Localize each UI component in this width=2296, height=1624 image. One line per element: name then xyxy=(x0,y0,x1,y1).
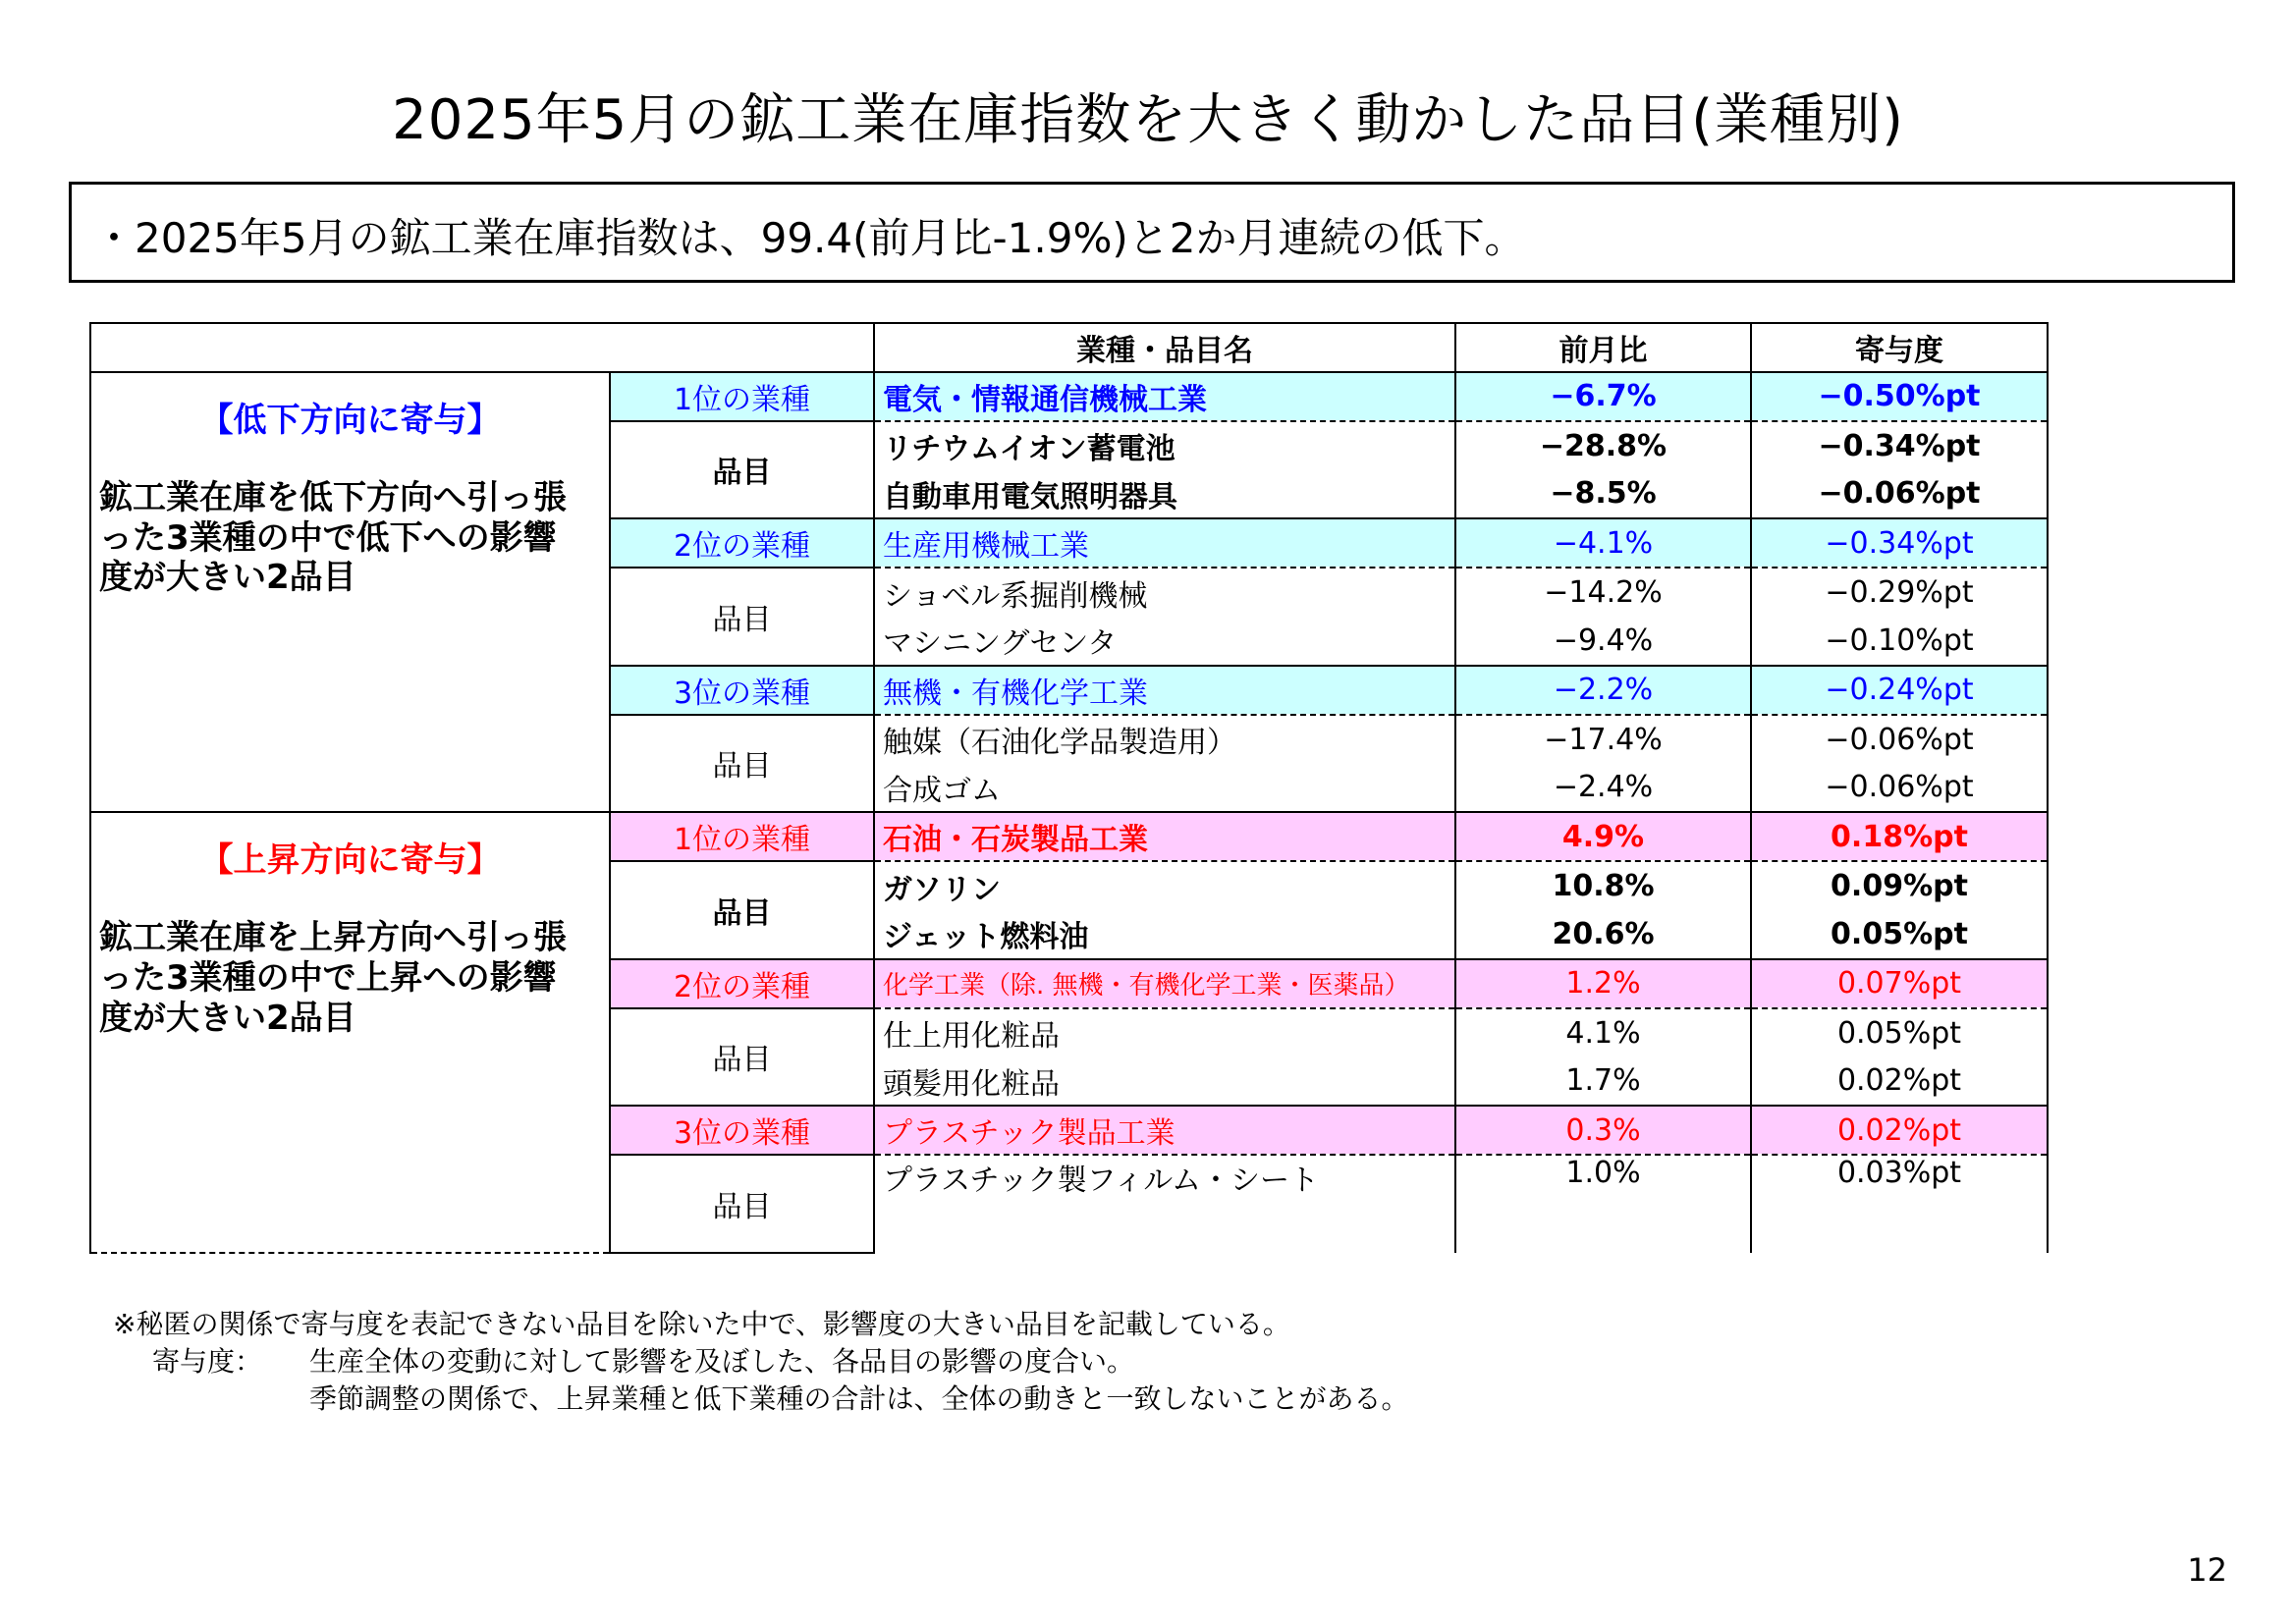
item-contrib: 0.05%pt xyxy=(1751,1008,2048,1057)
item-label: 品目 xyxy=(610,1155,874,1253)
industry-contrib: 0.18%pt xyxy=(1751,812,2048,861)
industry-name: プラスチック製品工業 xyxy=(874,1106,1455,1155)
up-side-panel xyxy=(90,812,610,1253)
item-name: ガソリン xyxy=(874,861,1455,910)
item-contrib: 0.02%pt xyxy=(1751,1056,2048,1106)
industry-rank: 1位の業種 xyxy=(610,812,874,861)
item-name: リチウムイオン蓄電池 xyxy=(874,421,1455,470)
footnote-definition: 生産全体の変動に対して影響を及ぼした、各品目の影響の度合い。 xyxy=(309,1344,1135,1378)
item-label: 品目 xyxy=(610,1008,874,1107)
item-contrib: −0.06%pt xyxy=(1751,469,2048,518)
industry-rank: 2位の業種 xyxy=(610,518,874,568)
item-mom: 4.1% xyxy=(1455,1008,1751,1057)
industry-name: 化学工業（除. 無機・有機化学工業・医薬品） xyxy=(874,959,1455,1008)
item-contrib: −0.10%pt xyxy=(1751,617,2048,666)
footnote-line-3: 季節調整の関係で、上昇業種と低下業種の合計は、全体の動きと一致しないことがある。 xyxy=(309,1381,1409,1415)
item-name: 触媒（石油化学品製造用） xyxy=(874,715,1455,764)
item-mom: −9.4% xyxy=(1455,617,1751,666)
summary-box xyxy=(69,182,2235,283)
down-heading: 【低下方向に寄与】 xyxy=(199,400,501,440)
empty-cell xyxy=(1455,1204,1751,1253)
item-name: 合成ゴム xyxy=(874,763,1455,812)
header-blank xyxy=(90,323,874,372)
item-contrib: −0.06%pt xyxy=(1751,715,2048,764)
item-contrib: 0.03%pt xyxy=(1751,1155,2048,1204)
item-mom: −28.8% xyxy=(1455,421,1751,470)
item-mom: 1.7% xyxy=(1455,1056,1751,1106)
industry-mom: 4.9% xyxy=(1455,812,1751,861)
item-name: プラスチック製フィルム・シート xyxy=(874,1155,1455,1204)
item-contrib: −0.29%pt xyxy=(1751,568,2048,617)
item-name: 頭髪用化粧品 xyxy=(874,1056,1455,1106)
item-label: 品目 xyxy=(610,715,874,813)
industry-rank: 3位の業種 xyxy=(610,1106,874,1155)
item-label: 品目 xyxy=(610,421,874,519)
item-label: 品目 xyxy=(610,568,874,666)
item-name: 仕上用化粧品 xyxy=(874,1008,1455,1057)
down-description: 鉱工業在庫を低下方向へ引っ張った3業種の中で低下への影響度が大きい2品目 xyxy=(99,477,567,598)
item-mom: −14.2% xyxy=(1455,568,1751,617)
empty-cell xyxy=(874,1204,1455,1253)
contribution-table xyxy=(89,322,2049,1254)
item-contrib: 0.05%pt xyxy=(1751,910,2048,959)
page-title: 2025年5月の鉱工業在庫指数を大きく動かした品目(業種別) xyxy=(392,88,1904,152)
header-contrib: 寄与度 xyxy=(1751,323,2048,372)
item-mom: 10.8% xyxy=(1455,861,1751,910)
industry-mom: 1.2% xyxy=(1455,959,1751,1008)
industry-mom: −6.7% xyxy=(1455,372,1751,421)
item-mom: −2.4% xyxy=(1455,763,1751,812)
industry-name: 無機・有機化学工業 xyxy=(874,666,1455,715)
header-name: 業種・品目名 xyxy=(874,323,1455,372)
industry-rank: 3位の業種 xyxy=(610,666,874,715)
item-name: 自動車用電気照明器具 xyxy=(874,469,1455,518)
industry-rank: 2位の業種 xyxy=(610,959,874,1008)
footnote xyxy=(113,1306,1408,1417)
industry-contrib: −0.50%pt xyxy=(1751,372,2048,421)
industry-contrib: −0.24%pt xyxy=(1751,666,2048,715)
item-name: ショベル系掘削機械 xyxy=(874,568,1455,617)
item-contrib: 0.09%pt xyxy=(1751,861,2048,910)
header-mom: 前月比 xyxy=(1455,323,1751,372)
table-row xyxy=(90,372,2048,421)
item-name: マシニングセンタ xyxy=(874,617,1455,666)
up-description: 鉱工業在庫を上昇方向へ引っ張った3業種の中で上昇への影響度が大きい2品目 xyxy=(99,918,567,1038)
footnote-line-1: ※秘匿の関係で寄与度を表記できない品目を除いた中で、影響度の大きい品目を記載している。 xyxy=(113,1308,1290,1340)
table-header-row xyxy=(90,323,2048,372)
industry-mom: −2.2% xyxy=(1455,666,1751,715)
item-contrib: −0.06%pt xyxy=(1751,763,2048,812)
item-mom: −17.4% xyxy=(1455,715,1751,764)
page-number: 12 xyxy=(2187,1551,2227,1589)
item-contrib: −0.34%pt xyxy=(1751,421,2048,470)
item-label: 品目 xyxy=(610,861,874,959)
up-heading: 【上昇方向に寄与】 xyxy=(199,840,501,881)
industry-rank: 1位の業種 xyxy=(610,372,874,421)
industry-name: 石油・石炭製品工業 xyxy=(874,812,1455,861)
down-side-panel xyxy=(90,372,610,812)
item-mom: 1.0% xyxy=(1455,1155,1751,1204)
summary-text: ・2025年5月の鉱工業在庫指数は、99.4(前月比-1.9%)と2か月連続の低下。 xyxy=(93,214,1526,262)
industry-contrib: −0.34%pt xyxy=(1751,518,2048,568)
industry-name: 電気・情報通信機械工業 xyxy=(874,372,1455,421)
footnote-line-2 xyxy=(113,1343,1408,1380)
industry-mom: 0.3% xyxy=(1455,1106,1751,1155)
footnote-term: 寄与度： xyxy=(152,1344,263,1378)
industry-contrib: 0.02%pt xyxy=(1751,1106,2048,1155)
item-mom: 20.6% xyxy=(1455,910,1751,959)
industry-mom: −4.1% xyxy=(1455,518,1751,568)
item-mom: −8.5% xyxy=(1455,469,1751,518)
table-row xyxy=(90,812,2048,861)
industry-name: 生産用機械工業 xyxy=(874,518,1455,568)
empty-cell xyxy=(1751,1204,2048,1253)
item-name: ジェット燃料油 xyxy=(874,910,1455,959)
industry-contrib: 0.07%pt xyxy=(1751,959,2048,1008)
